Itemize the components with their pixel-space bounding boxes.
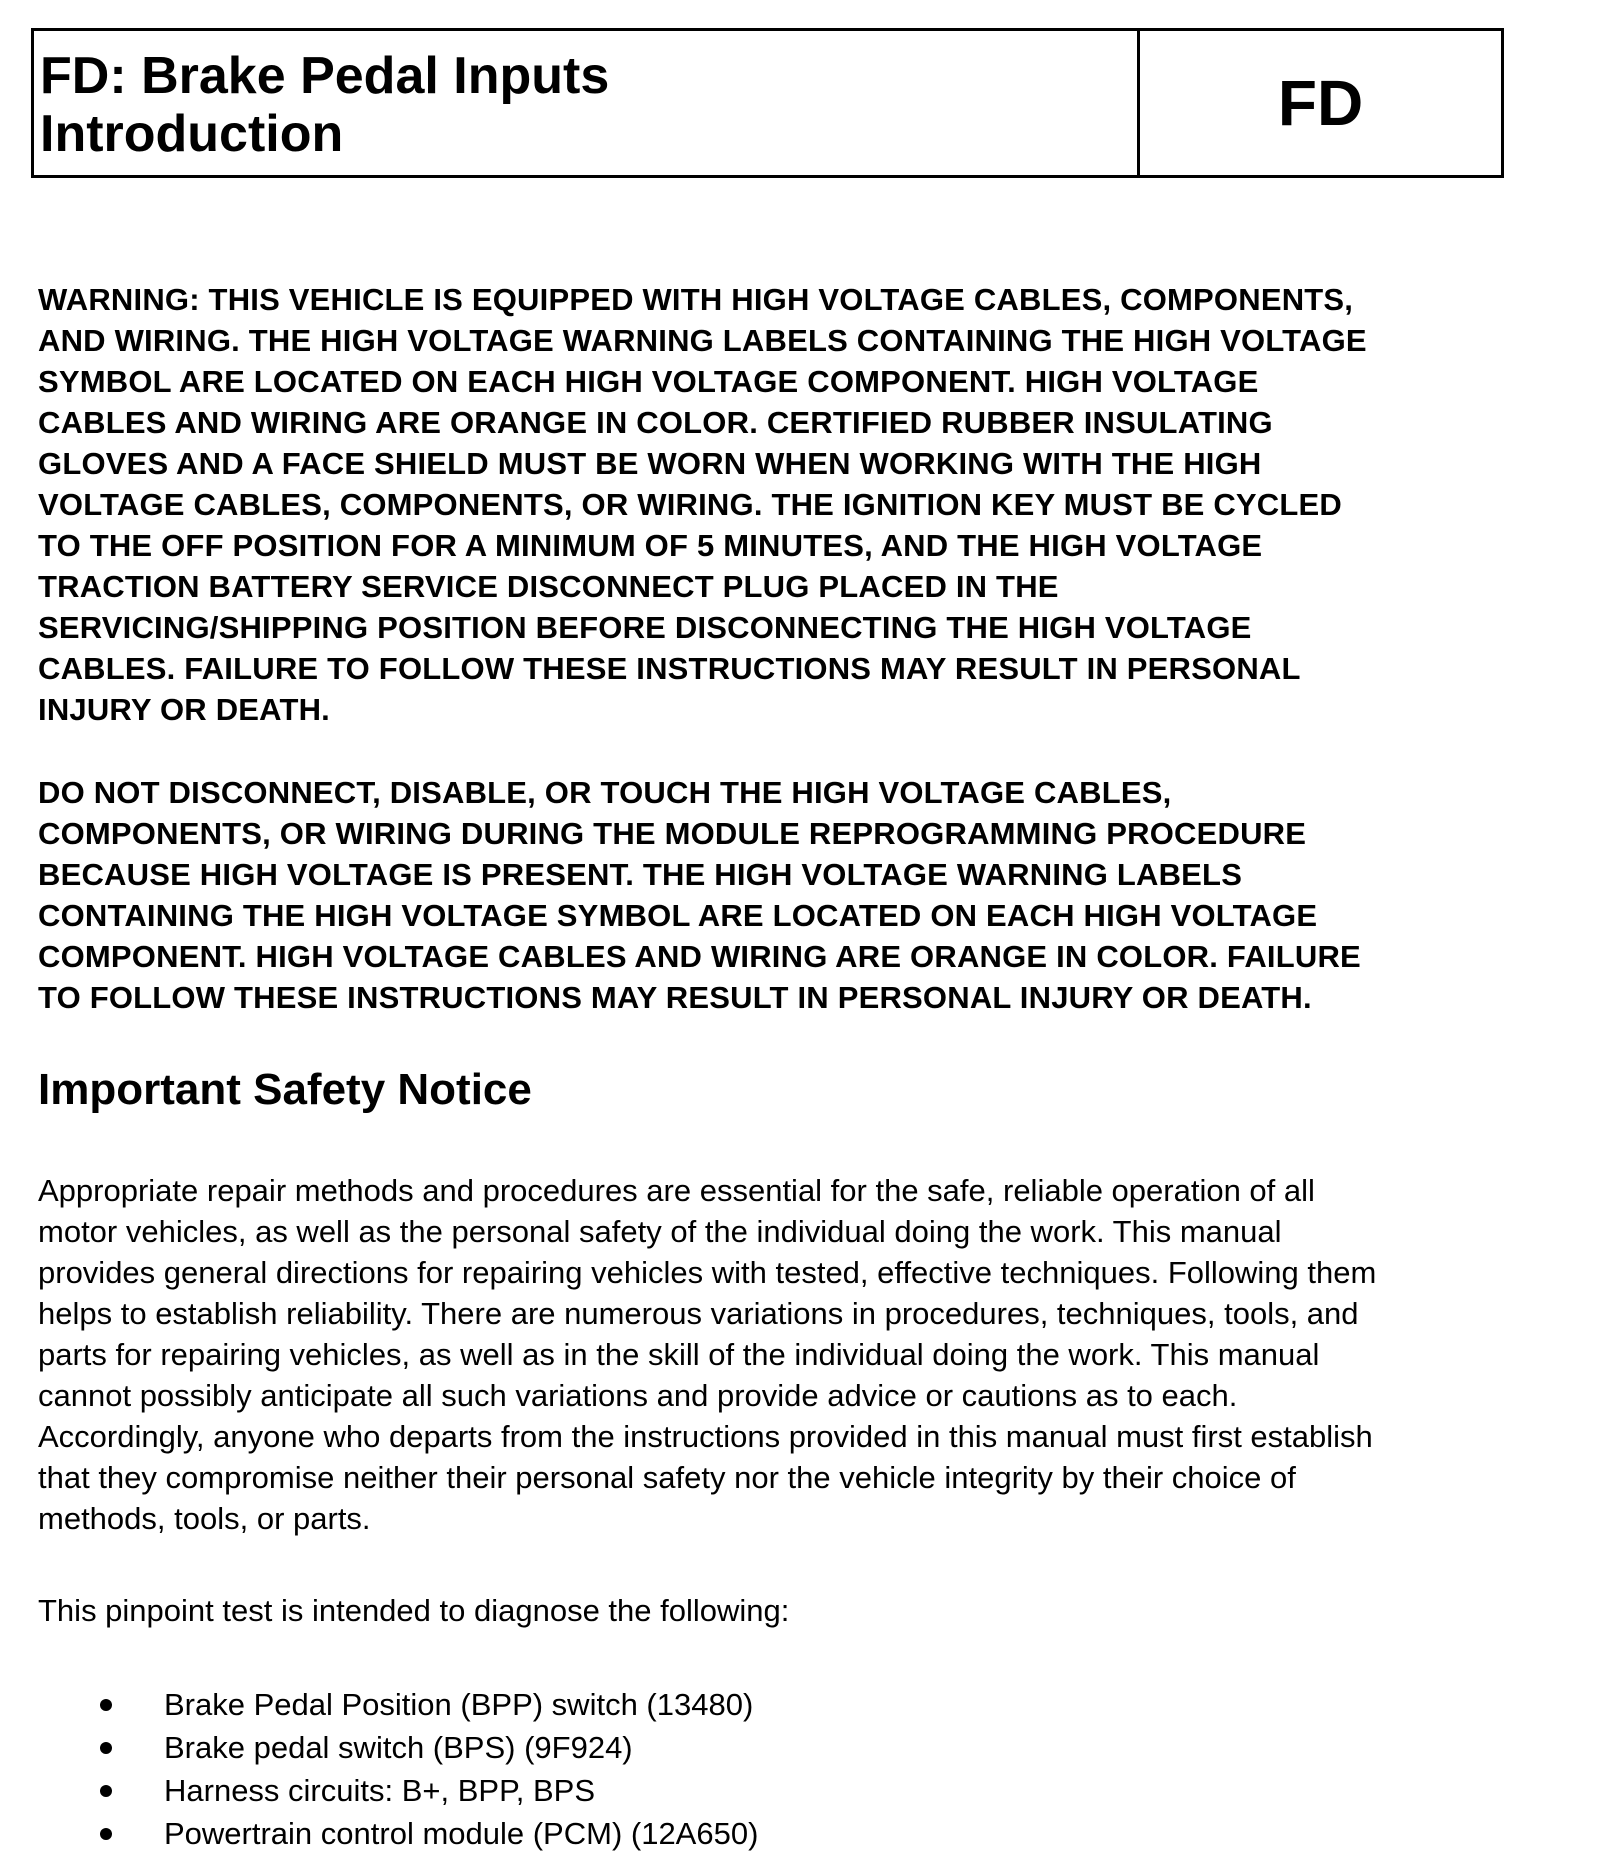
- reprogramming-warning: [38, 772, 1578, 1018]
- warning-line: SYMBOL ARE LOCATED ON EACH HIGH VOLTAGE COMPONENT. HIGH VOLTAGE: [38, 364, 1259, 399]
- paragraph-line: that they compromise neither their personal safety nor the vehicle integrity by their choice of: [38, 1460, 1296, 1495]
- bullet-icon: [100, 1785, 112, 1797]
- list-item: [100, 1726, 758, 1769]
- warning-line: AND WIRING. THE HIGH VOLTAGE WARNING LABELS CONTAINING THE HIGH VOLTAGE: [38, 323, 1367, 358]
- list-item-text: Harness circuits: B+, BPP, BPS: [164, 1772, 596, 1808]
- paragraph-line: methods, tools, or parts.: [38, 1501, 371, 1536]
- section-title-line-1: FD: Brake Pedal Inputs: [40, 47, 610, 105]
- warning-line: CABLES AND WIRING ARE ORANGE IN COLOR. CERTIFIED RUBBER INSULATING: [38, 405, 1273, 440]
- diagnose-list: [100, 1683, 758, 1855]
- bullet-icon: [100, 1828, 112, 1840]
- bullet-icon: [100, 1699, 112, 1711]
- safety-notice-heading: Important Safety Notice: [38, 1065, 532, 1114]
- paragraph-line: Appropriate repair methods and procedures are essential for the safe, reliable operation of all: [38, 1173, 1315, 1208]
- pinpoint-intro: This pinpoint test is intended to diagnose the following:: [38, 1593, 790, 1628]
- list-item-text: Powertrain control module (PCM) (12A650): [164, 1815, 759, 1851]
- warning-line: COMPONENTS, OR WIRING DURING THE MODULE REPROGRAMMING PROCEDURE: [38, 816, 1307, 851]
- paragraph-line: cannot possibly anticipate all such variations and provide advice or cautions as to each.: [38, 1378, 1238, 1413]
- warning-line: BECAUSE HIGH VOLTAGE IS PRESENT. THE HIGH VOLTAGE WARNING LABELS: [38, 857, 1243, 892]
- paragraph-line: parts for repairing vehicles, as well as in the skill of the individual doing the work. This manual: [38, 1337, 1320, 1372]
- paragraph-line: Accordingly, anyone who departs from the instructions provided in this manual must first establish: [38, 1419, 1373, 1454]
- warning-line: CONTAINING THE HIGH VOLTAGE SYMBOL ARE LOCATED ON EACH HIGH VOLTAGE: [38, 898, 1318, 933]
- list-item-text: Brake Pedal Position (BPP) switch (13480): [164, 1686, 754, 1722]
- warning-line: CABLES. FAILURE TO FOLLOW THESE INSTRUCTIONS MAY RESULT IN PERSONAL: [38, 651, 1301, 686]
- warning-line: TO THE OFF POSITION FOR A MINIMUM OF 5 MINUTES, AND THE HIGH VOLTAGE: [38, 528, 1263, 563]
- paragraph-line: helps to establish reliability. There are numerous variations in procedures, techniques, tools, and: [38, 1296, 1359, 1331]
- paragraph-line: motor vehicles, as well as the personal safety of the individual doing the work. This manual: [38, 1214, 1282, 1249]
- warning-line: VOLTAGE CABLES, COMPONENTS, OR WIRING. THE IGNITION KEY MUST BE CYCLED: [38, 487, 1342, 522]
- warning-line: TO FOLLOW THESE INSTRUCTIONS MAY RESULT IN PERSONAL INJURY OR DEATH.: [38, 980, 1312, 1015]
- paragraph-line: provides general directions for repairing vehicles with tested, effective techniques. Following them: [38, 1255, 1377, 1290]
- warning-line: TRACTION BATTERY SERVICE DISCONNECT PLUG PLACED IN THE: [38, 569, 1059, 604]
- safety-notice-paragraph: [38, 1170, 1578, 1539]
- list-item: [100, 1769, 758, 1812]
- section-code: FD: [1277, 67, 1364, 139]
- warning-line: SERVICING/SHIPPING POSITION BEFORE DISCONNECTING THE HIGH VOLTAGE: [38, 610, 1252, 645]
- warning-line: COMPONENT. HIGH VOLTAGE CABLES AND WIRING ARE ORANGE IN COLOR. FAILURE: [38, 939, 1361, 974]
- high-voltage-warning: [38, 279, 1578, 730]
- section-header-table: [31, 28, 1504, 178]
- list-item: [100, 1812, 758, 1855]
- list-item-text: Brake pedal switch (BPS) (9F924): [164, 1729, 633, 1765]
- section-title-line-2: Introduction: [40, 105, 344, 163]
- warning-line: WARNING: THIS VEHICLE IS EQUIPPED WITH HIGH VOLTAGE CABLES, COMPONENTS,: [38, 282, 1354, 317]
- list-item: [100, 1683, 758, 1726]
- warning-line: DO NOT DISCONNECT, DISABLE, OR TOUCH THE HIGH VOLTAGE CABLES,: [38, 775, 1172, 810]
- section-title-cell: [34, 31, 1140, 175]
- warning-line: GLOVES AND A FACE SHIELD MUST BE WORN WHEN WORKING WITH THE HIGH: [38, 446, 1262, 481]
- bullet-icon: [100, 1742, 112, 1754]
- warning-line: INJURY OR DEATH.: [38, 692, 330, 727]
